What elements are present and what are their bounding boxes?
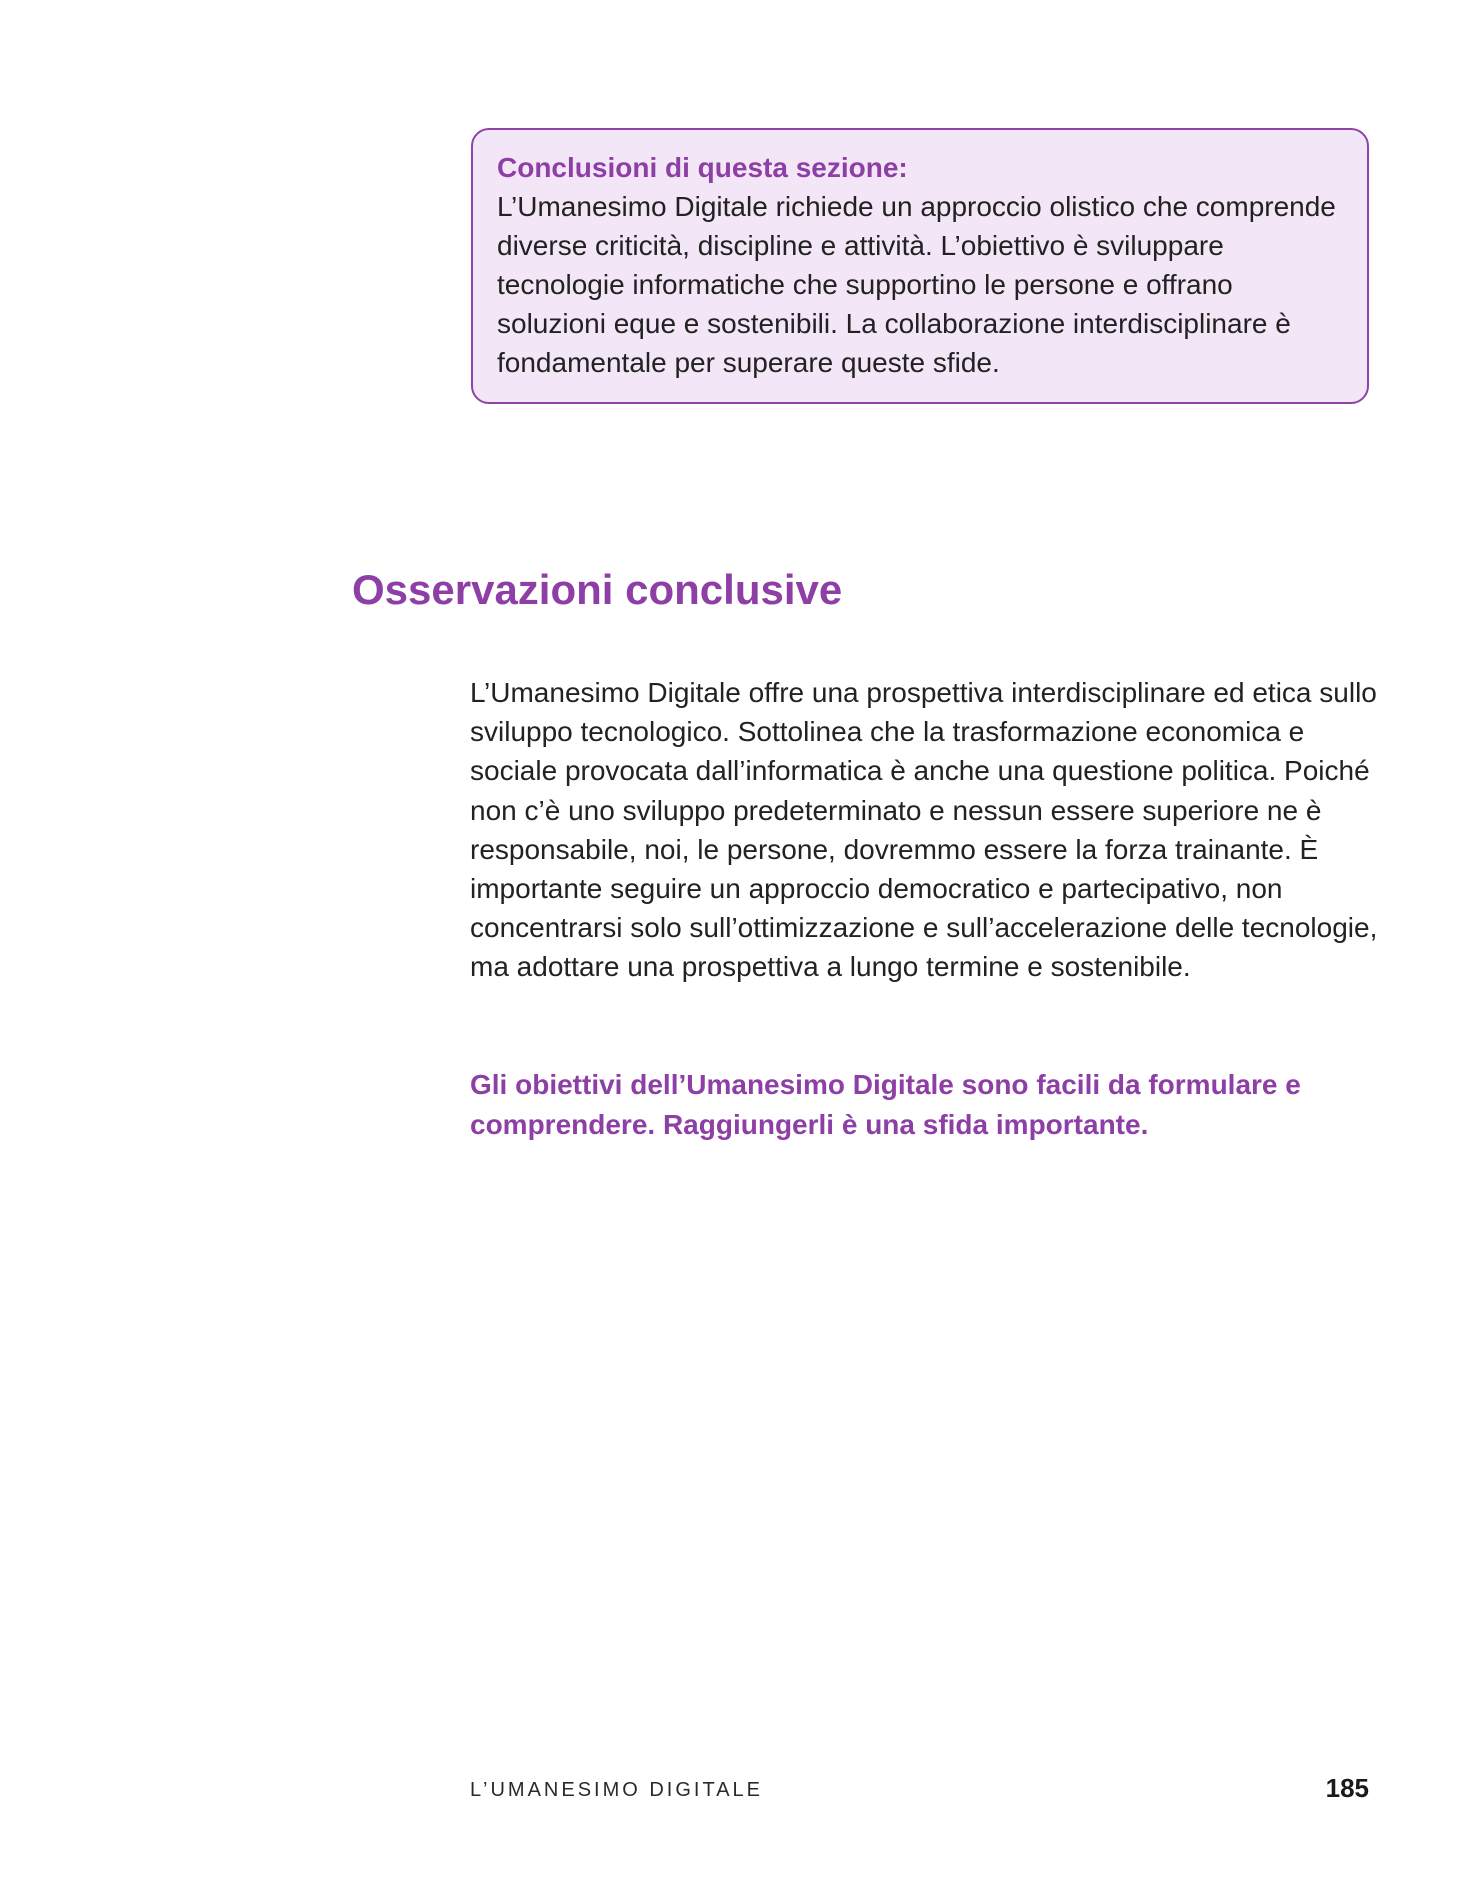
body-paragraph: L’Umanesimo Digitale offre una prospettiva interdisciplinare ed etica sullo sviluppo tecnologico. Sottolinea che la trasformazione economica e sociale provocata dall’informatica è anche una questione politica. Poiché non c’è uno sviluppo predeterminato e nessun essere superiore ne è responsabile, noi, le persone, dovremmo essere la forza trainante. È importante seguire un approccio democratico e partecipativo, non concentrarsi solo sull’ottimizzazione e sull’accelerazione delle tecnologie, ma adottare una prospettiva a lungo termine e sostenibile. (470, 677, 1378, 983)
callout-title: Conclusioni di questa sezione: (497, 152, 908, 183)
callout-body: L’Umanesimo Digitale richiede un approccio olistico che comprende diverse criticità, discipline e attività. L’obiettivo è sviluppare tecnologie informatiche che supportino le persone e offrano soluzioni eque e sostenibili. La collaborazione interdisciplinare è fondamentale per superare queste sfide. (497, 191, 1336, 378)
running-footer-title: L’UMANESIMO DIGITALE (470, 1779, 764, 1801)
section-heading: Osservazioni conclusive (352, 566, 843, 613)
highlight-statement: Gli obiettivi dell’Umanesimo Digitale sono facili da formulare e comprendere. Raggiungerli è una sfida importante. (470, 1069, 1301, 1140)
page-number: 185 (1325, 1773, 1369, 1803)
section-conclusions-callout (471, 128, 1369, 404)
